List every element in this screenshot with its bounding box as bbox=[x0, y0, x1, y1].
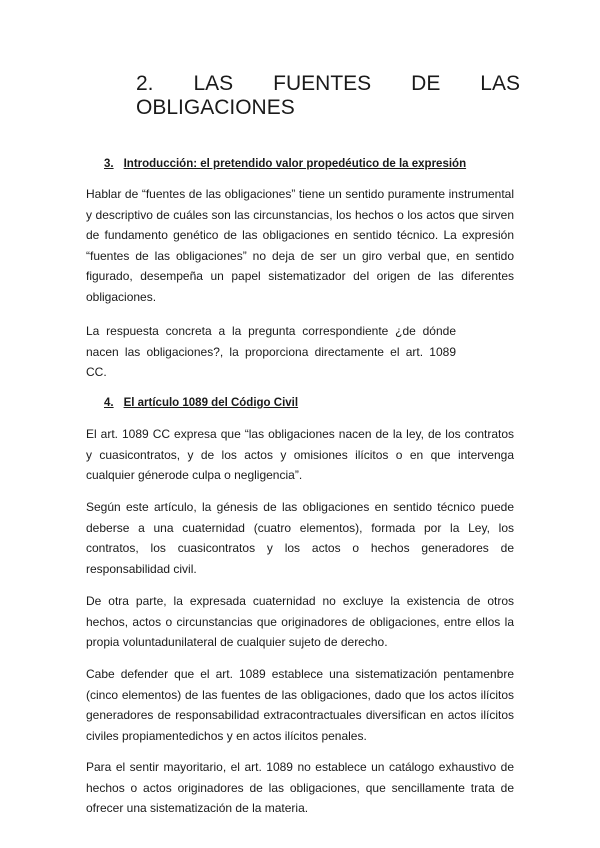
chapter-title bbox=[136, 72, 520, 120]
paragraph: Hablar de “fuentes de las obligaciones” tiene un sentido puramente instrumental y descriptivo de cuáles son las circunstancias, los hechos o los actos que sirven de fundamento genético de las obligaciones en sentido técnico. La expresión “fuentes de las obligaciones” no deja de ser un giro verbal que, en sentido figurado, desempeña un papel sistematizador del origen de las diferentes obligaciones. bbox=[86, 187, 514, 304]
section-heading-3 bbox=[104, 156, 466, 172]
section-heading-4 bbox=[104, 395, 298, 411]
section-title: El artículo 1089 del Código Civil bbox=[123, 397, 299, 409]
paragraph: Según este artículo, la génesis de las obligaciones en sentido técnico puede deberse a una cuaternidad (cuatro elementos), formada por la Ley, los contratos, los cuasicontratos y los actos o hechos generadores de responsabilidad civil. bbox=[86, 500, 514, 576]
section-title: Introducción: el pretendido valor propedéutico de la expresión bbox=[123, 158, 467, 170]
paragraph: El art. 1089 CC expresa que “las obligaciones nacen de la ley, de los contratos y cuasicontratos, y de los actos y omisiones ilícitos o en que intervenga cualquier génerode culpa o negligencia”. bbox=[86, 427, 514, 482]
section-number: 4. bbox=[104, 397, 114, 409]
chapter-title-line-2: OBLIGACIONES bbox=[136, 96, 295, 119]
paragraph: La respuesta concreta a la pregunta correspondiente ¿de dónde nacen las obligaciones?, la proporciona directamente el art. 1089 CC. bbox=[86, 324, 456, 379]
section-number: 3. bbox=[104, 158, 114, 170]
chapter-title-line-1: 2. LAS FUENTES DE LAS bbox=[136, 72, 520, 95]
paragraph: Cabe defender que el art. 1089 establece una sistematización pentamenbre (cinco elementos) de las fuentes de las obligaciones, dado que los actos ilícitos generadores de responsabilidad extracontractuales diversifican en actos ilícitos civiles propiamentedichos y en actos ilícitos penales. bbox=[86, 667, 514, 743]
paragraph: De otra parte, la expresada cuaternidad no excluye la existencia de otros hechos, actos o circunstancias que originadores de obligaciones, entre ellos la propia voluntadunilateral de cualquier sujeto de derecho. bbox=[86, 594, 514, 649]
paragraph: Para el sentir mayoritario, el art. 1089 no establece un catálogo exhaustivo de hechos o actos originadores de las obligaciones, que sencillamente trata de ofrecer una sistematización de la materia. bbox=[86, 760, 514, 815]
